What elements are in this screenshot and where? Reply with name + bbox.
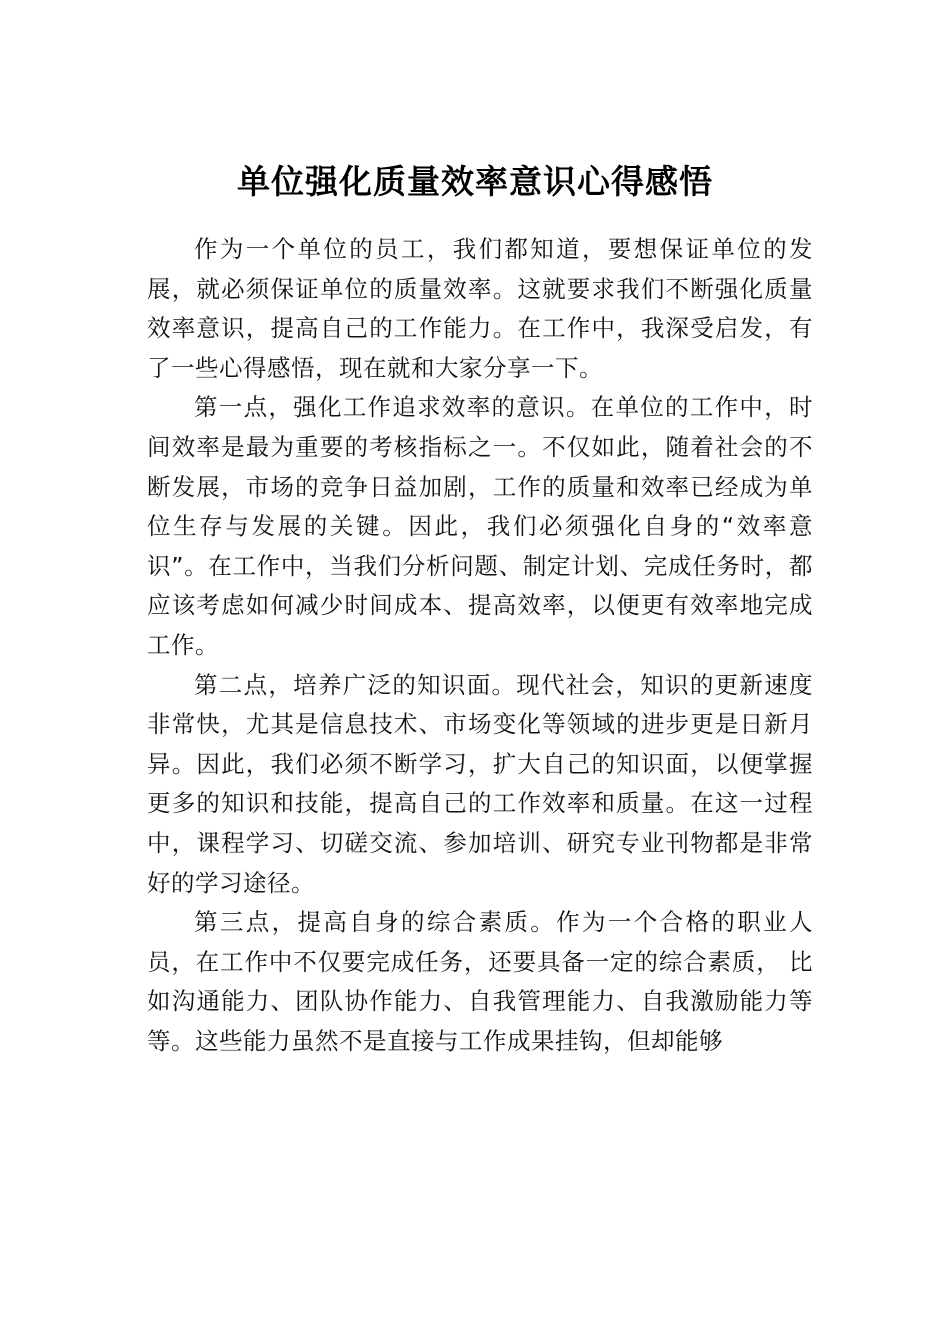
paragraph-point-one: 第一点，强化工作追求效率的意识。在单位的工作中，时间效率是最为重要的考核指标之一。不仅如此，随着社会的不断发展，市场的竞争日益加剧，工作的质量和效率已经成为单位生存与发展的关键。因此，我们必须强化自身的“效率意识”。在工作中，当我们分析问题、制定计划、完成任务时，都应该考虑如何减少时间成本、提高效率，以便更有效率地完成工作。 (147, 393, 813, 659)
paragraph-intro: 作为一个单位的员工，我们都知道，要想保证单位的发展，就必须保证单位的质量效率。这就要求我们不断强化质量效率意识，提高自己的工作能力。在工作中，我深受启发，有了一些心得感悟，现在就和大家分享一下。 (147, 235, 813, 382)
paragraph-point-three: 第三点，提高自身的综合素质。作为一个合格的职业人员，在工作中不仅要完成任务，还要具备一定的综合素质， 比如沟通能力、团队协作能力、自我管理能力、自我激励能力等等。这些能力虽然不是直接与工作成果挂钩，但却能够 (147, 908, 813, 1055)
document-body (147, 230, 813, 1061)
paragraph-point-two: 第二点，培养广泛的知识面。现代社会，知识的更新速度非常快，尤其是信息技术、市场变化等领域的进步更是日新月异。因此，我们必须不断学习，扩大自己的知识面，以便掌握更多的知识和技能，提高自己的工作效率和质量。在这一过程中，课程学习、切磋交流、参加培训、研究专业刊物都是非常好的学习途径。 (147, 670, 813, 897)
document-title: 单位强化质量效率意识心得感悟 (237, 162, 713, 201)
